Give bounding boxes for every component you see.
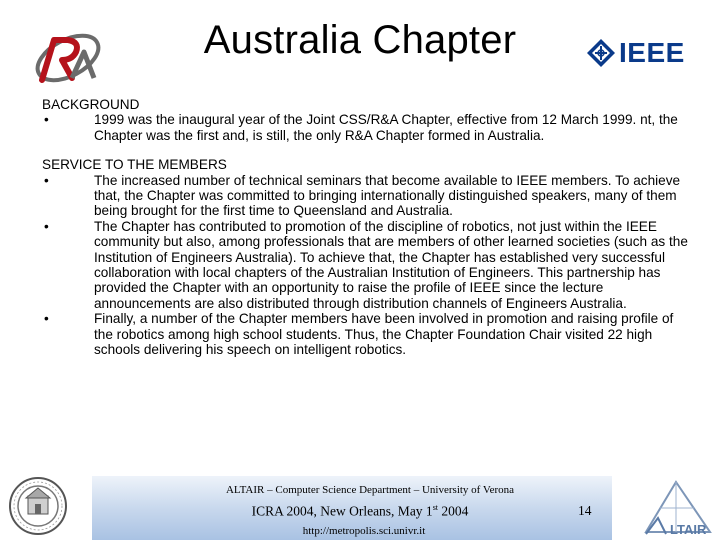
altair-logo-text: LTAIR bbox=[670, 522, 707, 537]
list-item bbox=[42, 311, 692, 357]
bullet-text: Finally, a number of the Chapter members have been involved in promotion and raising profile of the robotics among high school students. Thus, the Chapter Foundation Chair visited 22 high schools delivering his speech on intelligent robotics. bbox=[94, 311, 674, 358]
conference-superscript: st bbox=[432, 503, 439, 512]
ieee-logo-text: IEEE bbox=[619, 37, 685, 68]
page-number: 14 bbox=[578, 503, 592, 518]
list-item bbox=[42, 173, 692, 219]
service-heading: SERVICE TO THE MEMBERS bbox=[42, 157, 227, 173]
bullet-text: The increased number of technical seminars that become available to IEEE members. To achieve that, the Chapter was committed to bringing internationally distinguished speakers, many of them being brought for the first time to Queensland and Australia. bbox=[94, 172, 681, 219]
bullet-text: 1999 was the inaugural year of the Joint CSS/R&A Chapter, effective from 12 March 1999. nt, the Chapter was the first and, is still, the only R&A Chapter formed in Australia. bbox=[94, 112, 678, 143]
bullet-text: The Chapter has contributed to promotion of the discipline of robotics, not just within the IEEE community but also, among professionals that are members of other learned societies (such as the Institution of Engineers Australia). To achieve that, the Chapter has established very successful collaboration with local chapters of the Australian Institution of Engineers. This partnership has provided the Chapter with an opportunity to raise the profile of IEEE since the lecture announcements are also distributed through distribution channels of Engineers Australia. bbox=[94, 218, 688, 311]
bullet-icon: • bbox=[44, 172, 49, 188]
slide-body bbox=[42, 97, 692, 372]
slide-title: Australia Chapter bbox=[203, 18, 517, 62]
altair-logo bbox=[640, 478, 714, 538]
background-heading: BACKGROUND bbox=[42, 97, 140, 112]
list-item bbox=[42, 219, 692, 311]
bullet-icon: • bbox=[44, 112, 49, 128]
footer-url[interactable]: http://metropolis.sci.univr.it bbox=[302, 525, 426, 537]
background-section bbox=[42, 97, 692, 143]
footer-conference bbox=[0, 503, 720, 520]
ieee-logo bbox=[586, 36, 686, 68]
conference-year: 2004 bbox=[438, 503, 469, 519]
ieee-diamond-icon bbox=[586, 38, 616, 68]
conference-text: ICRA 2004, New Orleans, May 1 bbox=[251, 503, 433, 519]
bullet-icon: • bbox=[44, 218, 49, 234]
bullet-icon: • bbox=[44, 311, 49, 327]
footer-department: ALTAIR – Computer Science Department – University of Verona bbox=[225, 484, 515, 496]
service-section bbox=[42, 157, 692, 357]
list-item bbox=[42, 112, 692, 143]
